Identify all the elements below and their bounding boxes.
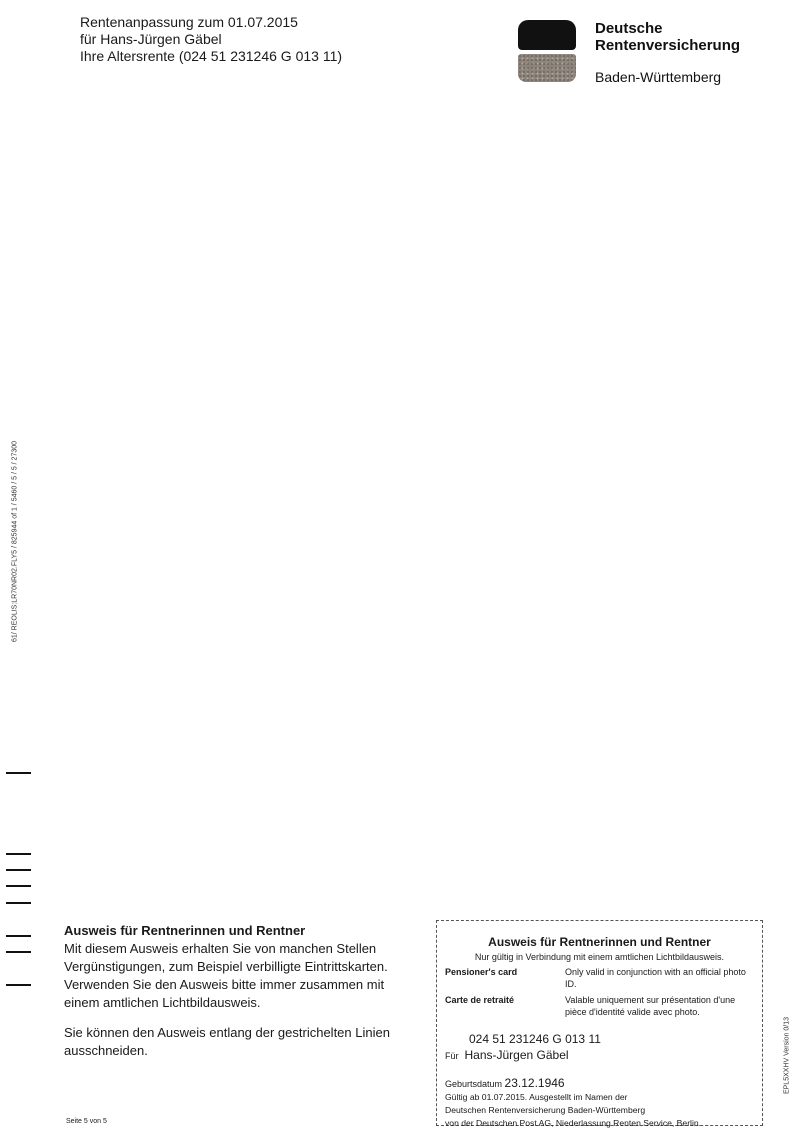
- drv-logo-icon: [518, 20, 576, 82]
- header-recipient: für Hans-Jürgen Gäbel: [80, 31, 222, 47]
- fold-mark: [6, 935, 31, 937]
- fold-mark: [6, 951, 31, 953]
- info-paragraph: Mit diesem Ausweis erhalten Sie von manchen Stellen Vergünstigungen, zum Beispiel verbilligte Eintrittskarten. Verwenden Sie den Ausweis bitte immer zusammen mit einem amtlichen Lichtbildausweis.: [64, 941, 388, 1010]
- card-holder-name: Für Hans-Jürgen Gäbel: [445, 1048, 569, 1062]
- fold-mark: [6, 902, 31, 904]
- header-subject: Rentenanpassung zum 01.07.2015: [80, 14, 298, 30]
- card-birth-date: Geburtsdatum 23.12.1946: [445, 1076, 565, 1090]
- pensioner-card: [436, 920, 763, 1126]
- card-issuer-post: von der Deutschen Post AG, Niederlassung Renten Service, Berlin.: [445, 1118, 702, 1128]
- card-french-row: Carte de retraité Valable uniquement sur présentation d'une pièce d'identité valide avec photo.: [445, 995, 736, 1017]
- page-number: Seite 5 von 5: [66, 1118, 107, 1125]
- logo-name: Deutsche Rentenversicherung: [595, 20, 741, 54]
- fold-mark: [6, 984, 31, 986]
- card-info: [64, 922, 414, 1060]
- side-print-code: 61/ REOLIS:LR70NR02.FLY5 / 825944 of 1 / 5460 / 5 / 5 / 27300: [11, 440, 19, 643]
- fold-mark: [6, 853, 31, 855]
- info-title: Ausweis für Rentnerinnen und Rentner: [64, 923, 306, 938]
- card-english-row: Pensioner's card Only valid in conjunction with an official photo ID.: [445, 967, 746, 989]
- version-code: EPL5XXHV Version 0/13: [783, 1016, 791, 1095]
- info-cut-instruction: Sie können den Ausweis entlang der gestrichelten Linien ausschneiden.: [64, 1025, 390, 1058]
- card-validity: Gültig ab 01.07.2015. Ausgestellt im Namen der: [445, 1092, 628, 1102]
- header-pension-number: Ihre Altersrente (024 51 231246 G 013 11): [80, 48, 343, 64]
- drv-logo: [518, 20, 778, 90]
- logo-region: Baden-Württemberg: [595, 69, 722, 85]
- card-issuer: Deutschen Rentenversicherung Baden-Württemberg: [445, 1105, 646, 1115]
- card-pension-number: 024 51 231246 G 013 11: [469, 1032, 601, 1046]
- fold-mark: [6, 869, 31, 871]
- fold-mark: [6, 885, 31, 887]
- letter-header: [80, 14, 342, 65]
- card-subtitle: Nur gültig in Verbindung mit einem amtlichen Lichtbildausweis.: [474, 952, 725, 962]
- card-title: Ausweis für Rentnerinnen und Rentner: [488, 935, 711, 949]
- fold-mark: [6, 772, 31, 774]
